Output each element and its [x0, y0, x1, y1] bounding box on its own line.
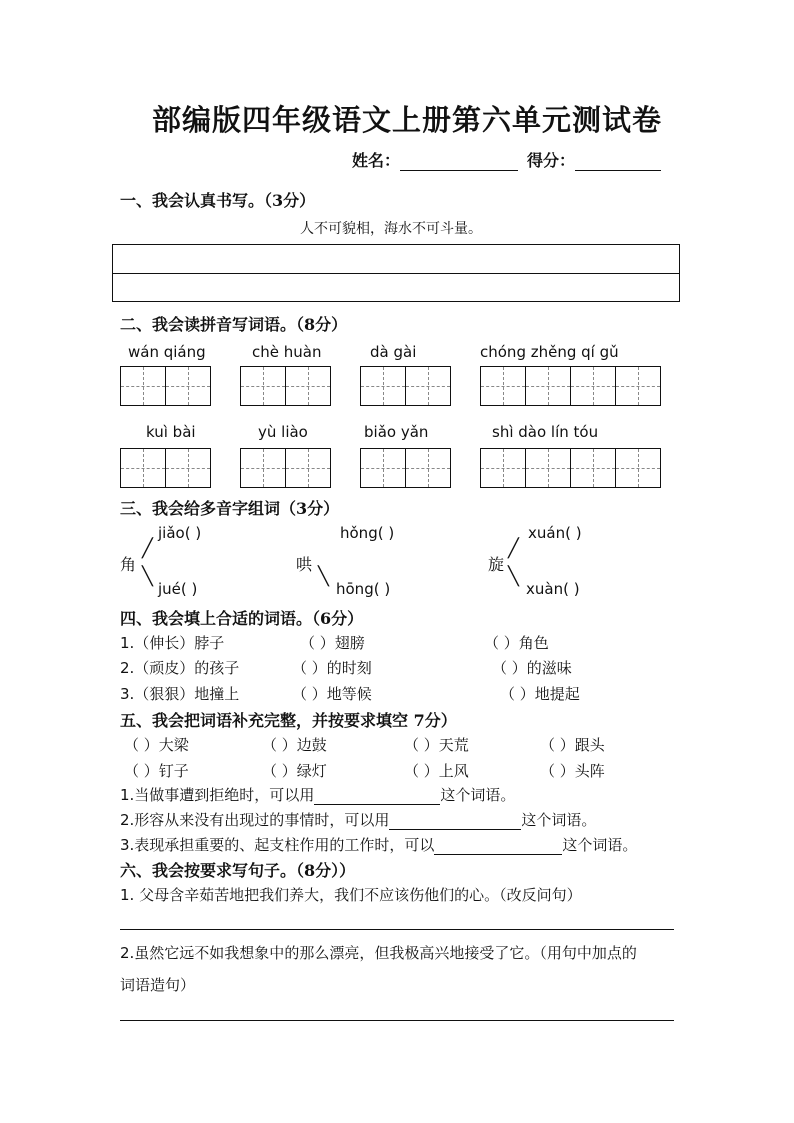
polyphone-char-1: 角	[120, 555, 137, 574]
s5-q1	[120, 784, 515, 805]
pinyin-4: chóng zhěng qí gǔ	[480, 343, 619, 361]
s4-l1-c2[interactable]: （ ）翅膀	[300, 634, 365, 652]
s5-q1-blank[interactable]	[314, 804, 440, 805]
polyphone-1-top: jiǎo( )	[158, 524, 202, 542]
s4-l2-c3[interactable]: （ ）的滋味	[492, 659, 572, 677]
s5-r1-2[interactable]: （ ）边鼓	[262, 736, 327, 754]
s6-q2-line1: 2.虽然它远不如我想象中的那么漂亮，但我极高兴地接受了它。（用句中加点的	[120, 944, 637, 962]
name-field	[352, 148, 518, 171]
s5-q3	[120, 834, 637, 855]
section3-heading: 三、我会给多音字组词（3分）	[120, 499, 340, 518]
char-grid-3[interactable]	[360, 366, 451, 406]
branch-down-1: ╲	[142, 566, 153, 587]
score-field	[527, 148, 661, 171]
branch-up-3: ╱	[508, 538, 519, 559]
section2-heading: 二、我会读拼音写词语。（8分）	[120, 315, 348, 334]
s4-l3-c3[interactable]: （ ）地提起	[500, 685, 580, 703]
s5-r1-1[interactable]: （ ）大梁	[124, 736, 189, 754]
s5-q2-end: 这个词语。	[521, 811, 597, 829]
s5-r2-1[interactable]: （ ）钉子	[124, 762, 189, 780]
s5-q1-end: 这个词语。	[440, 786, 516, 804]
branch-down-3: ╲	[508, 566, 519, 587]
page-title: 部编版四年级语文上册第六单元测试卷	[151, 103, 662, 137]
pinyin-5: kuì bài	[146, 423, 196, 441]
s5-r2-2[interactable]: （ ）绿灯	[262, 762, 327, 780]
polyphone-2-top: hǒng( )	[340, 524, 395, 542]
s5-q2-text: 2.形容从来没有出现过的事情时，可以用	[120, 811, 390, 829]
s5-q3-end: 这个词语。	[562, 836, 638, 854]
s5-r2-4[interactable]: （ ）头阵	[540, 762, 605, 780]
pinyin-6: yù liào	[258, 423, 308, 441]
char-grid-5[interactable]	[120, 448, 211, 488]
pinyin-1: wán qiáng	[128, 343, 206, 361]
s5-q1-text: 1.当做事遭到拒绝时，可以用	[120, 786, 315, 804]
section4-heading: 四、我会填上合适的词语。（6分）	[120, 609, 364, 628]
s6-answer-line-2[interactable]	[120, 1020, 674, 1021]
s6-q2-line2: 词语造句）	[120, 976, 196, 994]
s4-l2-c1: 2.（顽皮）的孩子	[120, 659, 240, 677]
branch-down-2: ╲	[318, 566, 329, 587]
section5-heading: 五、我会把词语补充完整，并按要求填空 7分）	[120, 711, 457, 730]
s4-l1-c3[interactable]: （ ）角色	[484, 634, 549, 652]
s6-q1: 1. 父母含辛茹苦地把我们养大，我们不应该伤他们的心。（改反问句）	[120, 886, 582, 904]
s4-l2-c2[interactable]: （ ）的时刻	[292, 659, 372, 677]
char-grid-4[interactable]	[480, 366, 661, 406]
polyphone-1-bottom: jué( )	[158, 580, 198, 598]
char-grid-7[interactable]	[360, 448, 451, 488]
char-grid-6[interactable]	[240, 448, 331, 488]
polyphone-char-3: 旋	[488, 555, 505, 574]
char-grid-8[interactable]	[480, 448, 661, 488]
pinyin-8: shì dào lín tóu	[492, 423, 599, 441]
s5-r2-3[interactable]: （ ）上风	[404, 762, 469, 780]
s5-r1-4[interactable]: （ ）跟头	[540, 736, 605, 754]
name-label: 姓名：	[352, 151, 401, 170]
writing-box[interactable]	[112, 244, 680, 302]
copy-sentence: 人不可貌相，海水不可斗量。	[300, 221, 482, 237]
pinyin-3: dà gài	[370, 343, 417, 361]
s5-q3-text: 3.表现承担重要的、起支柱作用的工作时，可以	[120, 836, 435, 854]
section1-heading: 一、我会认真书写。（3分）	[120, 191, 316, 210]
pinyin-7: biǎo yǎn	[364, 423, 429, 441]
char-grid-2[interactable]	[240, 366, 331, 406]
polyphone-3-bottom: xuàn( )	[526, 580, 580, 598]
section6-heading: 六、我会按要求写句子。（8分））	[120, 861, 356, 880]
score-blank[interactable]	[575, 170, 661, 171]
s4-l3-c1: 3.（狠狠）地撞上	[120, 685, 240, 703]
s4-l3-c2[interactable]: （ ）地等候	[292, 685, 372, 703]
polyphone-2-bottom: hōng( )	[336, 580, 391, 598]
s5-q3-blank[interactable]	[434, 854, 562, 855]
polyphone-3-top: xuán( )	[528, 524, 582, 542]
s4-l1-c1: 1.（伸长）脖子	[120, 634, 225, 652]
s5-r1-3[interactable]: （ ）天荒	[404, 736, 469, 754]
name-blank[interactable]	[400, 170, 518, 171]
branch-up-1: ╱	[142, 538, 153, 559]
char-grid-1[interactable]	[120, 366, 211, 406]
s6-answer-line-1[interactable]	[120, 929, 674, 930]
score-label: 得分：	[527, 151, 576, 170]
s5-q2	[120, 809, 596, 830]
pinyin-2: chè huàn	[252, 343, 322, 361]
polyphone-char-2: 哄	[296, 555, 313, 574]
s5-q2-blank[interactable]	[389, 829, 521, 830]
